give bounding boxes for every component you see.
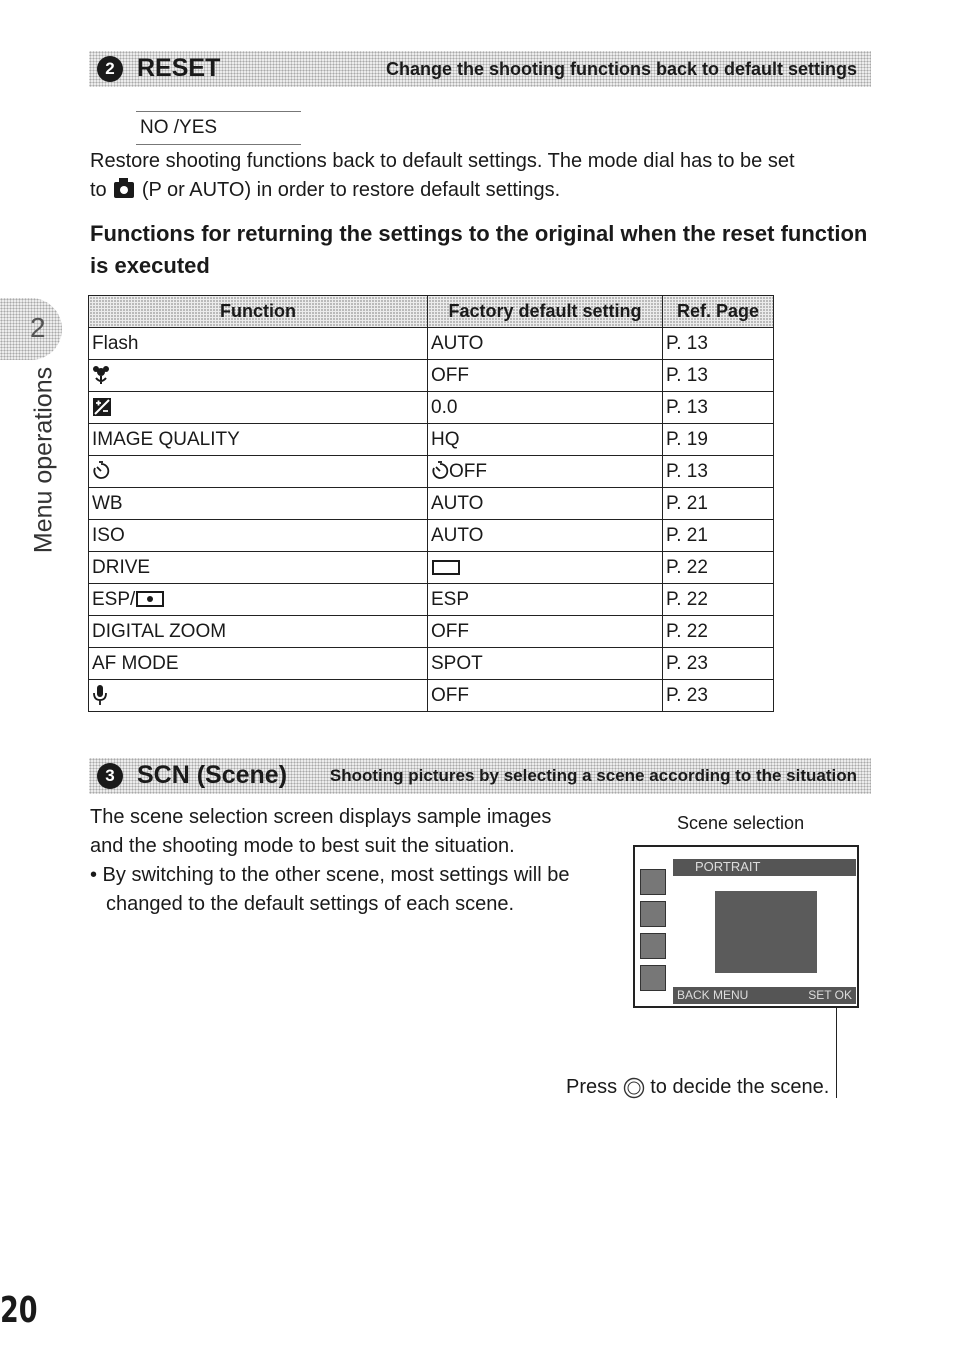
list-item — [640, 965, 666, 991]
reset-description: Change the shooting functions back to default settings — [385, 59, 857, 79]
scene-caption: Scene selection — [677, 813, 805, 833]
table-row: IMAGE QUALITY HQ P. 19 — [89, 424, 774, 456]
scene-thumbnails — [640, 869, 666, 997]
defaults-table — [88, 295, 774, 712]
spot-metering-icon — [135, 589, 165, 609]
section-heading: Functions for returning the settings to the original when the reset function is executed — [90, 221, 868, 278]
table-row: OFF P. 23 — [89, 680, 774, 712]
scene-number-badge: 3 — [97, 763, 123, 789]
reset-options: NO /YES — [136, 111, 301, 145]
header-default: Factory default setting — [428, 296, 663, 328]
table-row: AF MODE SPOT P. 23 — [89, 648, 774, 680]
reset-title: RESET — [137, 54, 221, 82]
scene-selection-screen — [633, 845, 859, 1008]
reset-line-1: Restore shooting functions back to default settings. The mode dial has to be set — [90, 150, 795, 172]
table-row: WB AUTO P. 21 — [89, 488, 774, 520]
table-row: OFF P. 13 — [89, 360, 774, 392]
table-row: 0.0 P. 13 — [89, 392, 774, 424]
self-timer-icon — [92, 461, 110, 481]
scene-title: SCN (Scene) — [137, 761, 288, 789]
press-instruction: Press to decide the scene. — [566, 1076, 830, 1098]
reset-body — [90, 147, 880, 205]
ok-button-icon — [623, 1077, 645, 1099]
table-row: OFF P. 13 — [89, 456, 774, 488]
macro-icon — [92, 365, 110, 385]
page-number: 20 — [0, 1290, 38, 1331]
screen-footer-bar: BACK MENU SET OK — [673, 987, 856, 1004]
table-row: DRIVE P. 22 — [89, 552, 774, 584]
list-item — [640, 901, 666, 927]
callout-line — [836, 1008, 837, 1098]
chapter-label: Menu operations — [29, 366, 58, 554]
list-item — [640, 933, 666, 959]
reset-line-2: to (P or AUTO) in order to restore default settings. — [90, 179, 561, 201]
table-row: Flash AUTO P. 13 — [89, 328, 774, 360]
header-ref: Ref. Page — [663, 296, 774, 328]
table-row: DIGITAL ZOOM OFF P. 22 — [89, 616, 774, 648]
scene-description: Shooting pictures by selecting a scene according to the situation — [329, 766, 857, 785]
scene-banner — [89, 758, 871, 794]
list-item — [640, 869, 666, 895]
microphone-icon — [92, 684, 108, 706]
camera-icon — [114, 182, 134, 198]
single-frame-icon — [431, 558, 461, 576]
reset-number-badge: 2 — [97, 56, 123, 82]
reset-banner — [89, 51, 871, 87]
header-function: Function — [89, 296, 428, 328]
exposure-compensation-icon — [92, 397, 112, 417]
sample-photo — [715, 891, 817, 973]
table-row: ESP/ ESP P. 22 — [89, 584, 774, 616]
table-row: ISO AUTO P. 21 — [89, 520, 774, 552]
screen-title-bar: PORTRAIT — [673, 859, 856, 876]
scene-body: The scene selection screen displays sample images and the shooting mode to best suit the situation. • By switching to the other scene, most settings will be changed to the default settings of each scene. — [90, 806, 570, 915]
self-timer-icon — [431, 461, 449, 481]
chapter-tab: 2 — [0, 298, 62, 360]
